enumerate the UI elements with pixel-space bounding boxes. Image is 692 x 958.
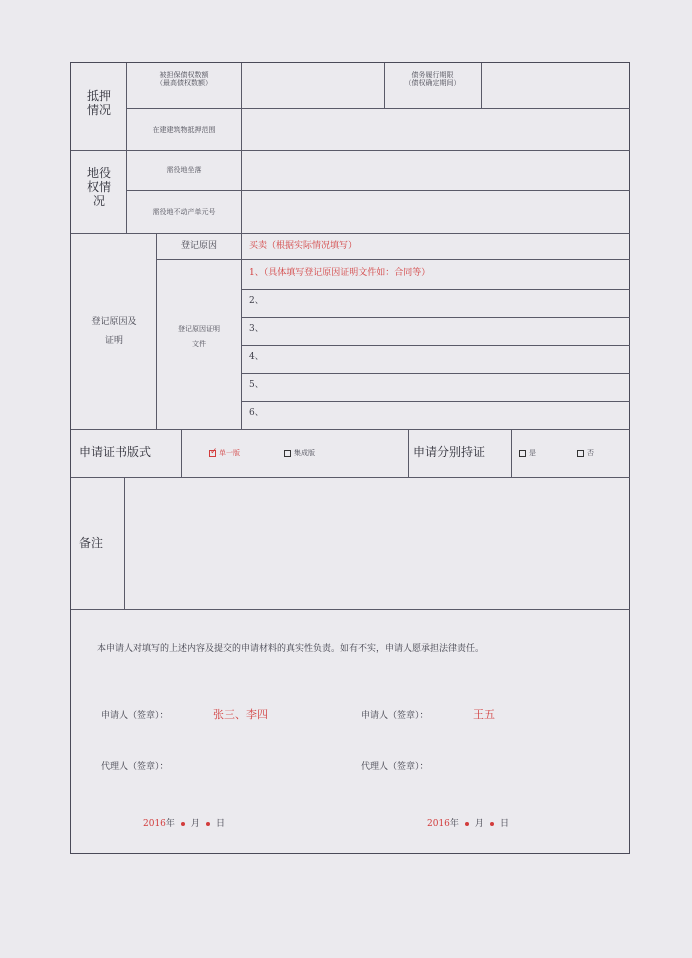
split-yes-option[interactable]: 是 xyxy=(519,449,536,457)
checkbox-icon[interactable] xyxy=(284,450,291,457)
proof-item-5: 5、 xyxy=(249,380,264,390)
construction-scope-label: 在建建筑物抵押范围 xyxy=(152,126,216,134)
applicant1-signature: 张三、李四 xyxy=(213,708,268,721)
dot-icon xyxy=(465,822,469,826)
proof-item-1: 1、（具体填写登记原因证明文件如：合同等） xyxy=(249,268,431,278)
dot-icon xyxy=(181,822,185,826)
dot-icon xyxy=(206,822,210,826)
remarks-label: 备注 xyxy=(79,536,104,550)
application-form xyxy=(70,62,630,854)
declaration-text: 本申请人对填写的上述内容及提交的申请材料的真实性负责。如有不实，申请人愿承担法律责任。 xyxy=(97,644,485,654)
agent1-label: 代理人（签章）： xyxy=(101,762,169,772)
dominant-land-location-label: 需役地坐落 xyxy=(166,166,202,174)
secured-claim-label: 被担保债权数额 （最高债权数额） xyxy=(156,71,212,88)
applicant1-label: 申请人（签章）： xyxy=(101,711,169,721)
date-right: 2016年 月 日 xyxy=(427,819,509,829)
checkbox-icon[interactable] xyxy=(577,450,584,457)
proof-item-3: 3、 xyxy=(249,324,264,334)
reason-header: 登记原因及 证明 xyxy=(91,317,137,346)
reason-label: 登记原因 xyxy=(180,241,217,251)
proof-item-4: 4、 xyxy=(249,352,264,362)
agent2-label: 代理人（签章）： xyxy=(361,762,429,772)
proof-item-6: 6、 xyxy=(249,408,264,418)
proof-item-2: 2、 xyxy=(249,296,264,306)
checkbox-checked-icon[interactable]: ✓ xyxy=(210,446,218,457)
easement-header: 地役 权情 况 xyxy=(86,166,111,208)
reason-value: 买卖（根据实际情况填写） xyxy=(249,241,358,251)
split-no-option[interactable]: 否 xyxy=(577,449,594,457)
cert-single-option[interactable]: ✓ 单一版 xyxy=(210,446,240,457)
reason-proof-label: 登记原因证明 文件 xyxy=(178,325,220,349)
checkbox-icon[interactable] xyxy=(519,450,526,457)
cert-format-label: 申请证书版式 xyxy=(79,445,152,459)
mortgage-header: 抵押 情况 xyxy=(86,89,111,117)
applicant2-signature: 王五 xyxy=(473,708,495,721)
remarks-field[interactable] xyxy=(129,481,625,605)
dot-icon xyxy=(490,822,494,826)
split-cert-label: 申请分别持证 xyxy=(413,445,486,459)
date-left: 2016年 月 日 xyxy=(143,819,225,829)
applicant2-label: 申请人（签章）： xyxy=(361,711,429,721)
debt-period-label: 债务履行期限 （债权确定期间） xyxy=(404,71,461,88)
dominant-land-unit-label: 需役地不动产单元号 xyxy=(152,208,216,216)
cert-integrated-option[interactable]: 集成版 xyxy=(284,449,315,457)
